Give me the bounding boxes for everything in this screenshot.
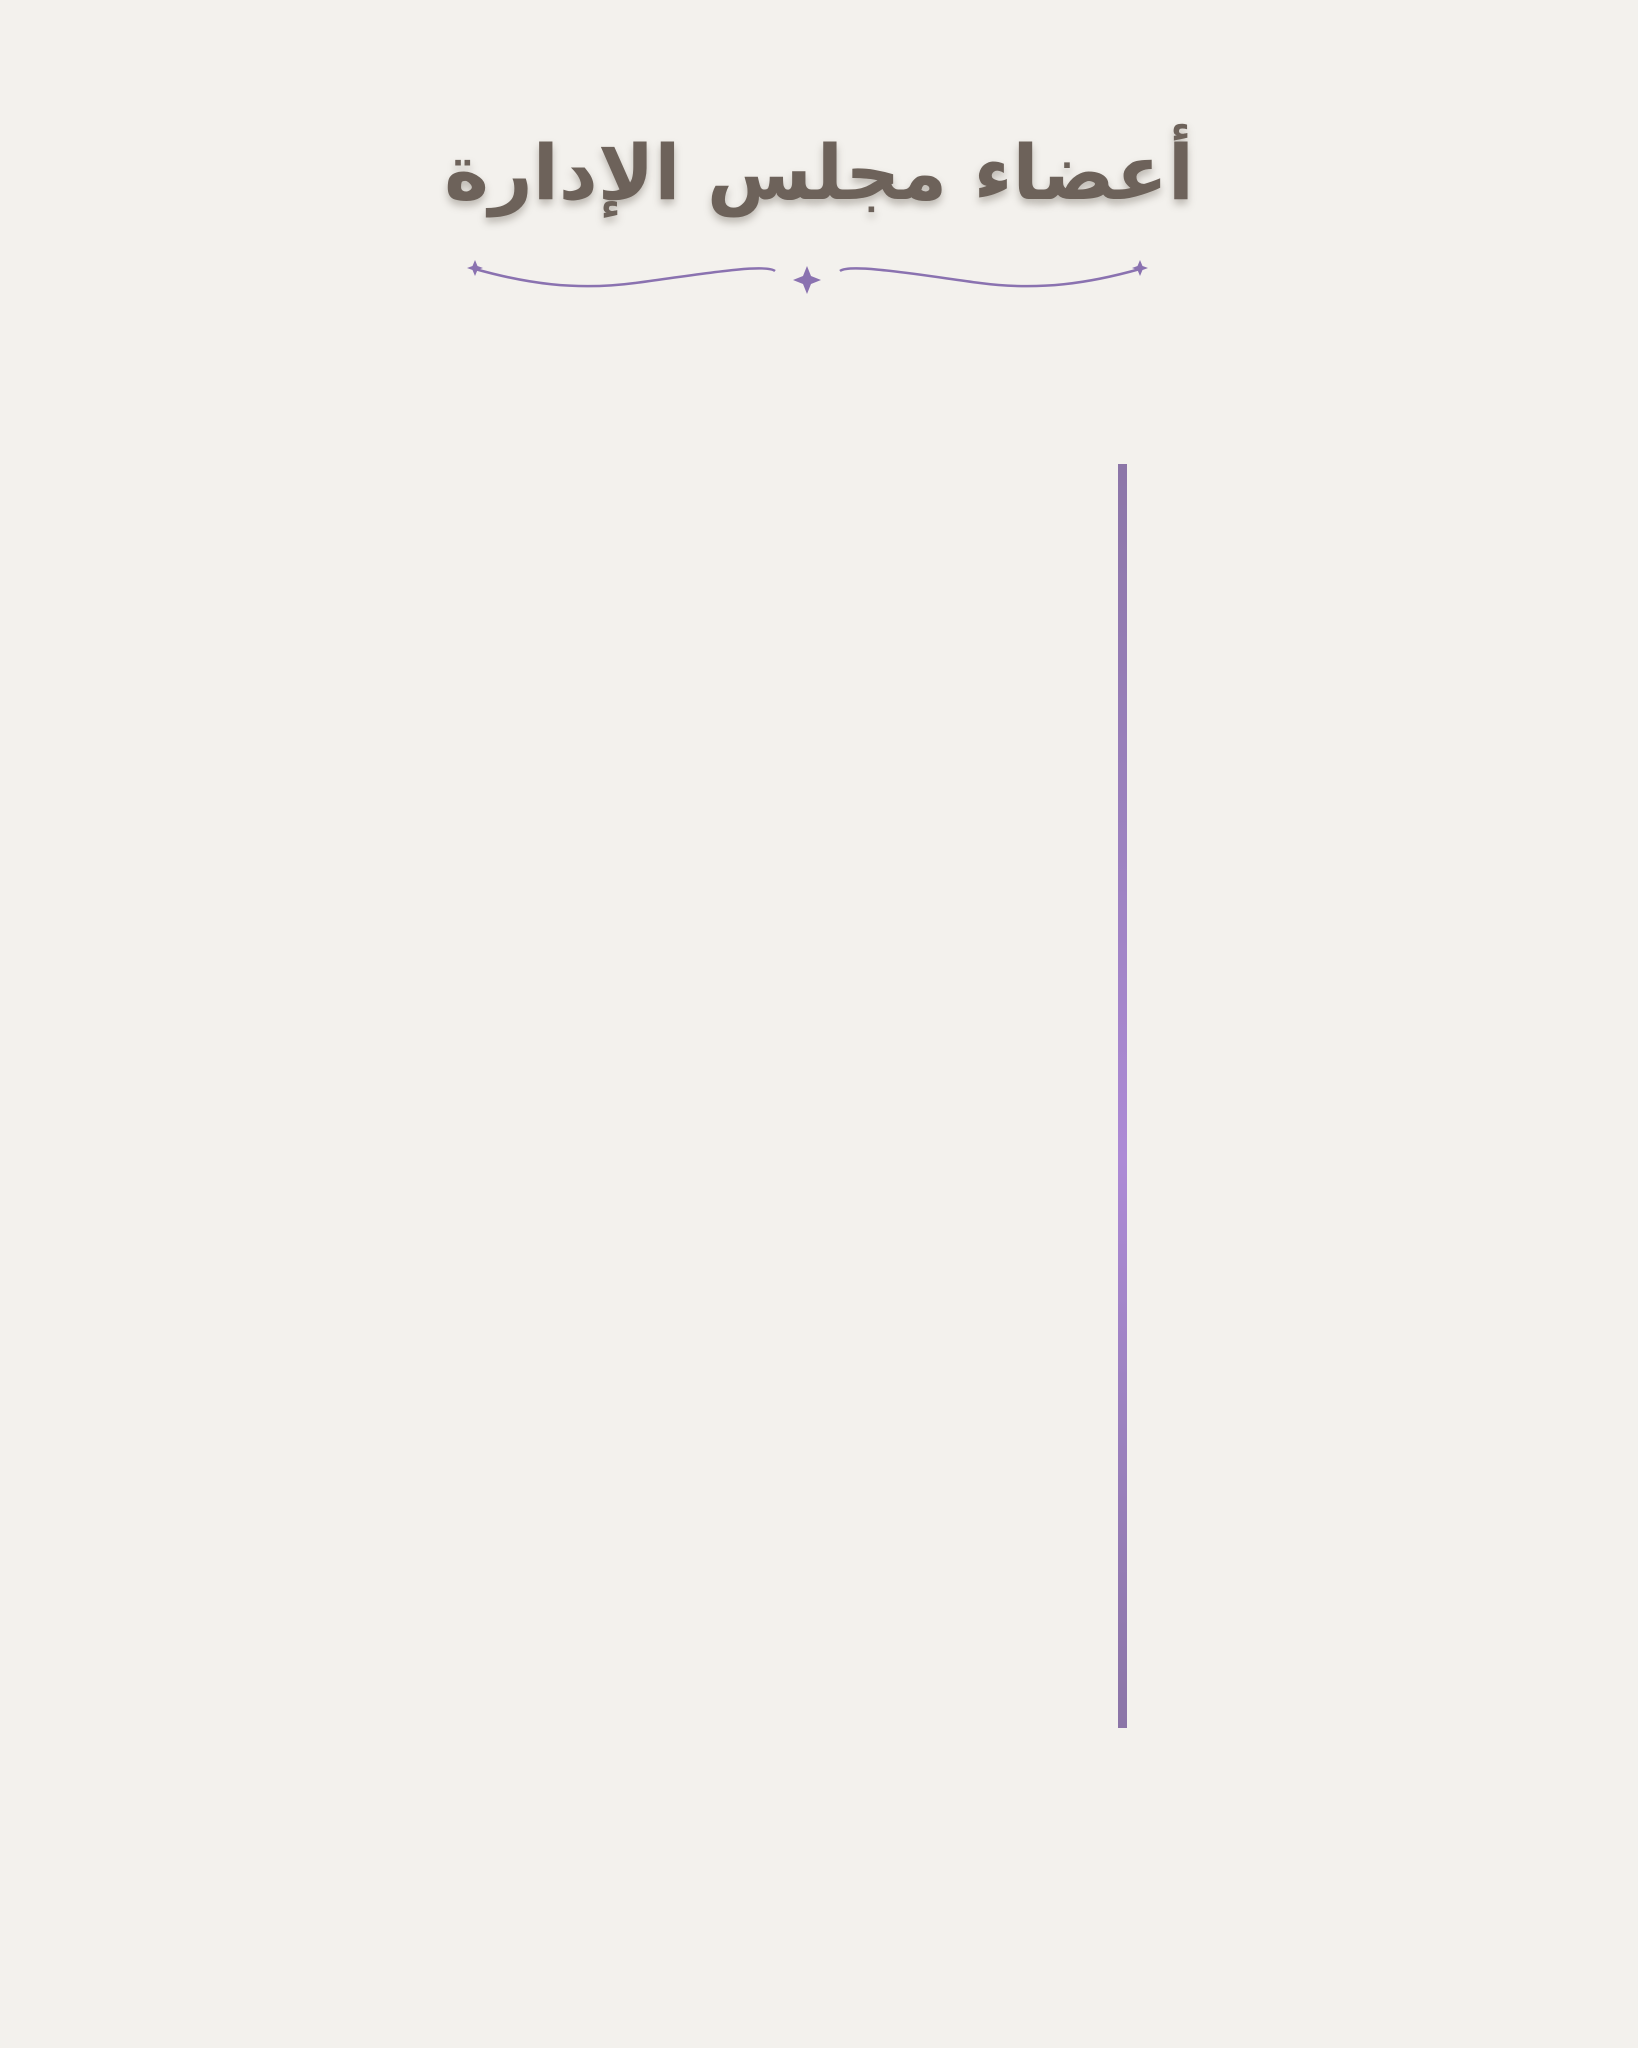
- page-title: أعضاء مجلس الإدارة: [444, 128, 1194, 217]
- timeline-bar: [1118, 464, 1127, 1728]
- sparkle-divider-icon: [465, 255, 1150, 295]
